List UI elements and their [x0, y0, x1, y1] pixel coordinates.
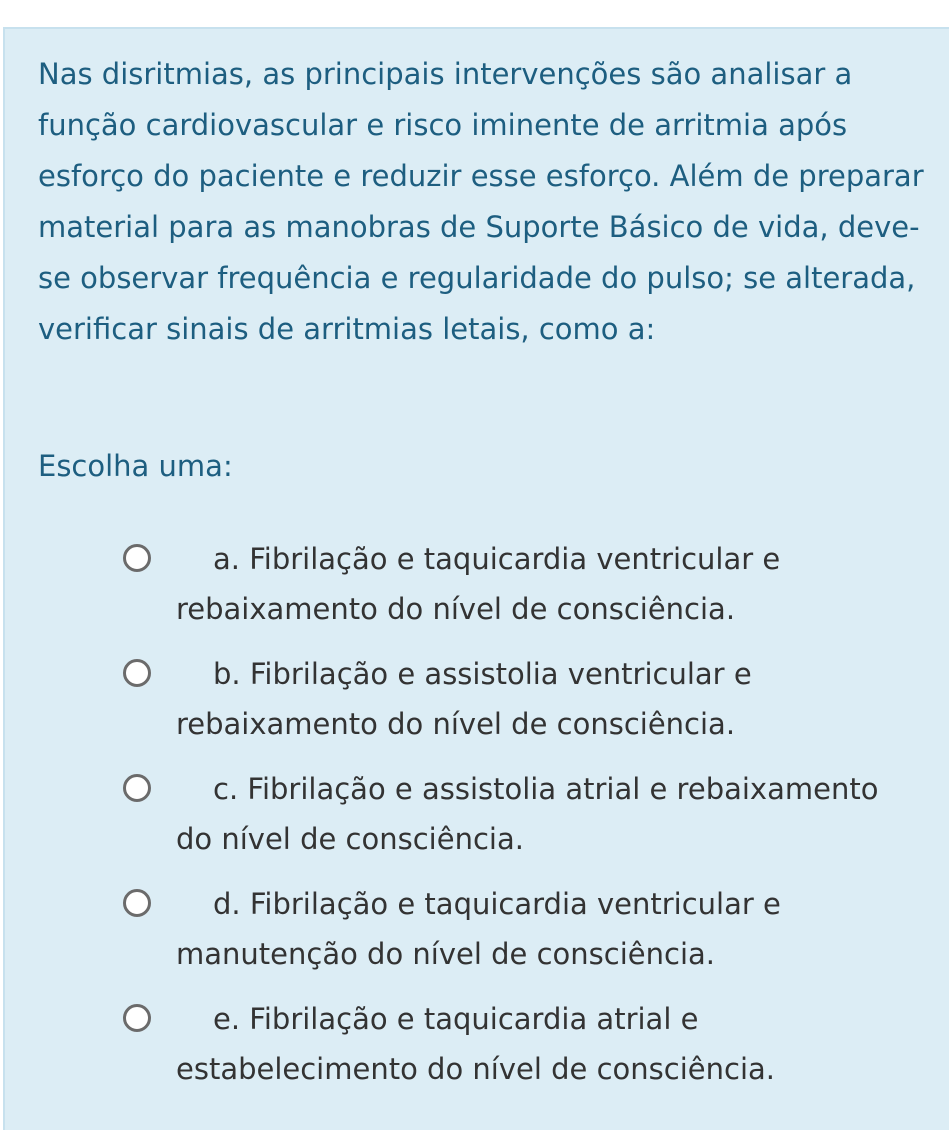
question-text: Nas disritmias, as principais intervenções são analisar a função cardiovascular e risco iminente de arritmia após esforço do paciente e reduzir esse esforço. Além de preparar material para as manobras de Suporte Básico de vida, deve-se observar frequência e regularidade do pulso; se alterada, verificar sinais de arritmias letais, como a:	[38, 57, 924, 346]
option-b[interactable]	[123, 654, 903, 759]
option-label[interactable]: c. Fibrilação e assistolia atrial e rebaixamento do nível de consciência.	[176, 772, 879, 856]
option-label[interactable]: a. Fibrilação e taquicardia ventricular e rebaixamento do nível de consciência.	[176, 542, 781, 626]
option-d[interactable]	[123, 884, 903, 989]
radio-button[interactable]	[123, 889, 151, 917]
radio-button[interactable]	[123, 659, 151, 687]
option-c[interactable]	[123, 769, 903, 874]
radio-button[interactable]	[123, 544, 151, 572]
answer-prompt: Escolha uma:	[38, 449, 233, 483]
option-label[interactable]: b. Fibrilação e assistolia ventricular e rebaixamento do nível de consciência.	[176, 657, 752, 741]
radio-button[interactable]	[123, 1004, 151, 1032]
option-label[interactable]: e. Fibrilação e taquicardia atrial e estabelecimento do nível de consciência.	[176, 1002, 775, 1086]
question-panel	[3, 27, 949, 1130]
option-label[interactable]: d. Fibrilação e taquicardia ventricular e manutenção do nível de consciência.	[176, 887, 781, 971]
options-list	[5, 29, 949, 1130]
option-a[interactable]	[123, 539, 903, 644]
radio-button[interactable]	[123, 774, 151, 802]
option-e[interactable]	[123, 999, 903, 1104]
